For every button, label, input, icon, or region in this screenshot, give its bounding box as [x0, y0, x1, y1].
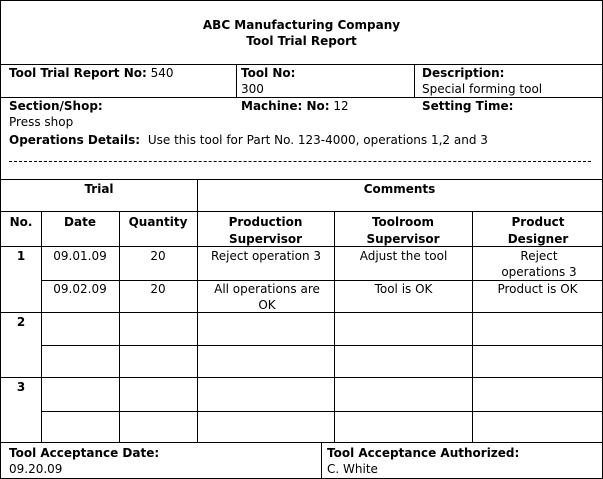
tool-number-value: 300	[241, 82, 264, 96]
report-title: Tool Trial Report	[246, 34, 357, 48]
machine-number-label: Machine: No:	[241, 99, 330, 113]
table-cell-production-comment: All operations are OK	[214, 282, 320, 312]
report-number	[9, 65, 174, 81]
operations-details	[9, 132, 488, 148]
trial-number: 3	[16, 380, 26, 394]
acceptance-authorized-value: C. White	[327, 462, 378, 476]
report-number-value: 540	[150, 66, 174, 80]
column-header-quantity: Quantity	[128, 215, 188, 229]
section-value: Press shop	[9, 115, 74, 129]
machine-number	[241, 98, 349, 114]
table-cell-toolroom-comment: Adjust the tool	[359, 249, 448, 263]
acceptance-date-label: Tool Acceptance Date:	[9, 446, 160, 460]
divider	[1, 211, 602, 212]
column-header-no: No.	[9, 215, 33, 229]
dashed-rule	[9, 161, 591, 162]
operations-details-label: Operations Details:	[9, 133, 141, 147]
column-header-production-supervisor: Production Supervisor	[228, 215, 303, 246]
divider	[41, 411, 602, 412]
divider	[334, 211, 335, 442]
table-cell-date: 09.02.09	[53, 282, 107, 296]
divider	[236, 64, 237, 97]
table-cell-production-comment: Reject operation 3	[210, 249, 322, 263]
description-value: Special forming tool	[422, 82, 543, 96]
divider	[197, 179, 198, 442]
column-header-product-designer: Product Designer	[507, 215, 569, 246]
trial-number: 2	[16, 315, 26, 329]
table-cell-toolroom-comment: Tool is OK	[374, 282, 433, 296]
comments-group-header: Comments	[363, 182, 436, 196]
trial-number: 1	[16, 249, 26, 263]
divider	[414, 64, 415, 97]
tool-number-label: Tool No:	[241, 66, 296, 80]
divider	[321, 442, 322, 478]
column-header-toolroom-supervisor: Toolroom Supervisor	[366, 215, 440, 246]
divider	[1, 377, 602, 378]
machine-number-value: 12	[333, 99, 349, 113]
table-cell-designer-comment: Reject operations 3	[501, 249, 577, 279]
acceptance-authorized-label: Tool Acceptance Authorized:	[327, 446, 520, 460]
company-name: ABC Manufacturing Company	[202, 18, 401, 32]
trial-group-header: Trial	[84, 182, 114, 196]
setting-time-label: Setting Time:	[422, 99, 514, 113]
report-number-label: Tool Trial Report No:	[9, 66, 147, 80]
divider	[472, 211, 473, 442]
table-cell-quantity: 20	[150, 282, 166, 296]
divider	[1, 442, 602, 443]
table-cell-designer-comment: Product is OK	[497, 282, 578, 296]
table-cell-quantity: 20	[150, 249, 166, 263]
column-header-date: Date	[64, 215, 96, 229]
acceptance-date-value: 09.20.09	[9, 462, 63, 476]
operations-details-value: Use this tool for Part No. 123-4000, operations 1,2 and 3	[147, 133, 488, 147]
divider	[1, 179, 602, 180]
divider	[41, 211, 42, 442]
divider	[119, 211, 120, 442]
table-cell-date: 09.01.09	[53, 249, 107, 263]
divider	[41, 345, 602, 346]
section-label: Section/Shop:	[9, 99, 103, 113]
description-label: Description:	[422, 66, 505, 80]
